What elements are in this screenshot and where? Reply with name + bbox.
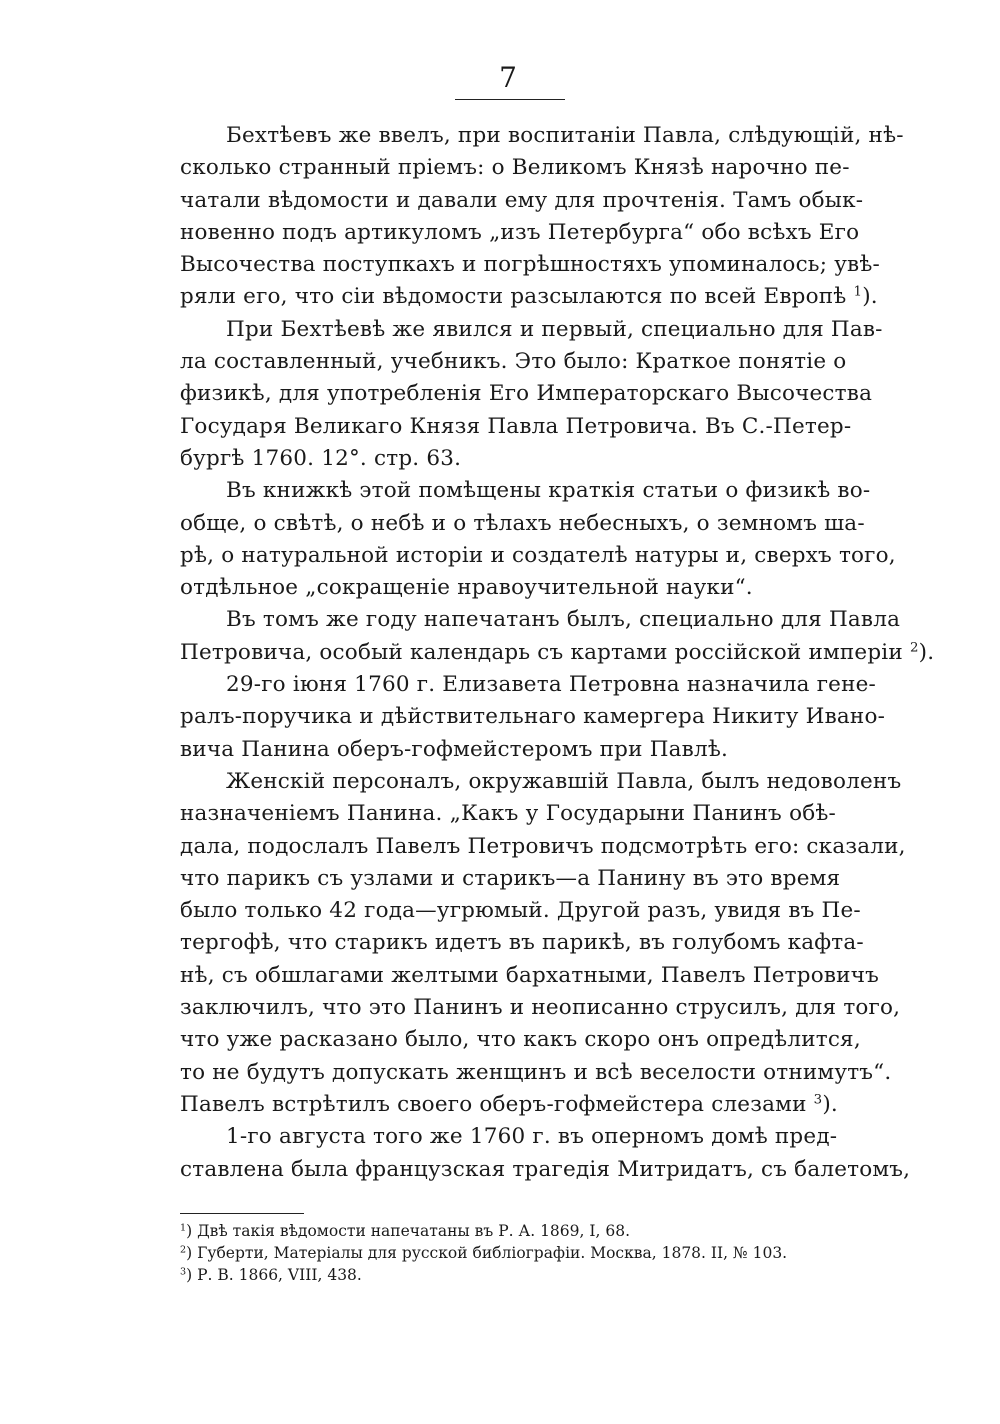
text-line: Высочества поступкахъ и погрѣшностяхъ упоминалось; увѣ- <box>180 252 880 278</box>
text-line: заключилъ, что это Панинъ и неописанно струсилъ, для того, <box>180 995 901 1021</box>
text-line: 1-го августа того же 1760 г. въ оперномъ домѣ пред- <box>226 1124 838 1150</box>
text-line: Въ книжкѣ этой помѣщены краткія статьи о физикѣ во- <box>226 478 871 504</box>
text-line: новенно подъ артикуломъ „изъ Петербурга“ обо всѣхъ Его <box>180 219 860 245</box>
text-line: бургѣ 1760. 12°. стр. 63. <box>180 445 462 471</box>
text-line: ставлена была французская трагедія Митридатъ, съ балетомъ, <box>180 1156 911 1182</box>
text-line: Петровича, особый календарь съ картами россійской имперіи $^2$). <box>180 639 935 665</box>
body-text <box>180 120 935 1186</box>
footnote: $^3$) Р. В. 1866, VIII, 438. <box>180 1266 362 1284</box>
footnotes <box>180 1220 840 1286</box>
text-line: что уже расказано было, что какъ скоро онъ опредѣлится, <box>180 1027 861 1053</box>
text-line: было только 42 года—угрюмый. Другой разъ, увидя въ Пе- <box>180 898 861 924</box>
text-line: дала, подослалъ Павелъ Петровичъ подсмотрѣть его: сказали, <box>180 833 906 859</box>
text-line: ряли его, что сіи вѣдомости разсылаются по всей Европѣ $^1$). <box>180 284 878 310</box>
text-line: чатали вѣдомости и давали ему для прочтенія. Тамъ обык- <box>180 187 864 213</box>
header-rule <box>455 99 565 100</box>
text-line: Государя Великаго Князя Павла Петровича. Въ С.-Петер- <box>180 413 852 439</box>
text-line: обще, о свѣтѣ, о небѣ и о тѣлахъ небесныхъ, о земномъ ша- <box>180 510 865 536</box>
text-line: сколько странный пріемъ: о Великомъ Князѣ нарочно пе- <box>180 155 850 181</box>
paragraph <box>180 1121 911 1186</box>
paragraph <box>180 314 883 475</box>
page-number: 7 <box>499 61 517 94</box>
paragraph <box>180 766 906 1121</box>
text-line: Женскій персоналъ, окружавшій Павла, былъ недоволенъ <box>226 768 902 794</box>
text-line: назначеніемъ Панина. „Какъ у Государыни Панинъ обѣ- <box>180 801 836 827</box>
footnote: $^1$) Двѣ такія вѣдомости напечатаны въ Р. А. 1869, I, 68. <box>180 1222 630 1240</box>
text-line: 29-го іюня 1760 г. Елизавета Петровна назначила гене- <box>226 672 877 698</box>
footnote: $^2$) Губерти, Матеріалы для русской библіографіи. Москва, 1878. II, № 103. <box>180 1244 788 1262</box>
text-line: Павелъ встрѣтилъ своего оберъ-гофмейстера слезами $^3$). <box>180 1091 838 1117</box>
text-line: что парикъ съ узлами и старикъ—а Панину въ это время <box>180 865 841 891</box>
text-line: отдѣльное „сокращеніе нравоучительной науки“. <box>180 575 753 601</box>
text-line: ла составленный, учебникъ. Это было: Краткое понятіе о <box>180 349 847 375</box>
text-line: Въ томъ же году напечатанъ былъ, специально для Павла <box>226 607 901 633</box>
paragraph <box>180 604 935 669</box>
text-line: рѣ, о натуральной исторіи и создателѣ натуры и, сверхъ того, <box>180 542 896 568</box>
text-line: физикѣ, для употребленія Его Императорскаго Высочества <box>180 381 873 407</box>
text-line: тергофѣ, что старикъ идетъ въ парикѣ, въ голубомъ кафта- <box>180 930 864 956</box>
text-line: Бехтѣевъ же ввелъ, при воспитаніи Павла, слѣдующій, нѣ- <box>226 123 904 148</box>
text-line: вича Панина оберъ-гофмейстеромъ при Павлѣ. <box>180 736 729 762</box>
paragraph <box>180 475 896 604</box>
paragraph <box>180 669 886 766</box>
text-line: то не будутъ допускать женщинъ и всѣ веселости отнимутъ“. <box>180 1059 892 1085</box>
footnote-rule <box>180 1213 304 1214</box>
text-line: нѣ, съ обшлагами желтыми бархатными, Павелъ Петровичъ <box>180 962 879 988</box>
text-line: При Бехтѣевѣ же явился и первый, специально для Пав- <box>226 316 883 342</box>
paragraph <box>180 120 904 314</box>
text-line: ралъ-поручика и дѣйствительнаго камергера Никиту Ивано- <box>180 704 886 730</box>
